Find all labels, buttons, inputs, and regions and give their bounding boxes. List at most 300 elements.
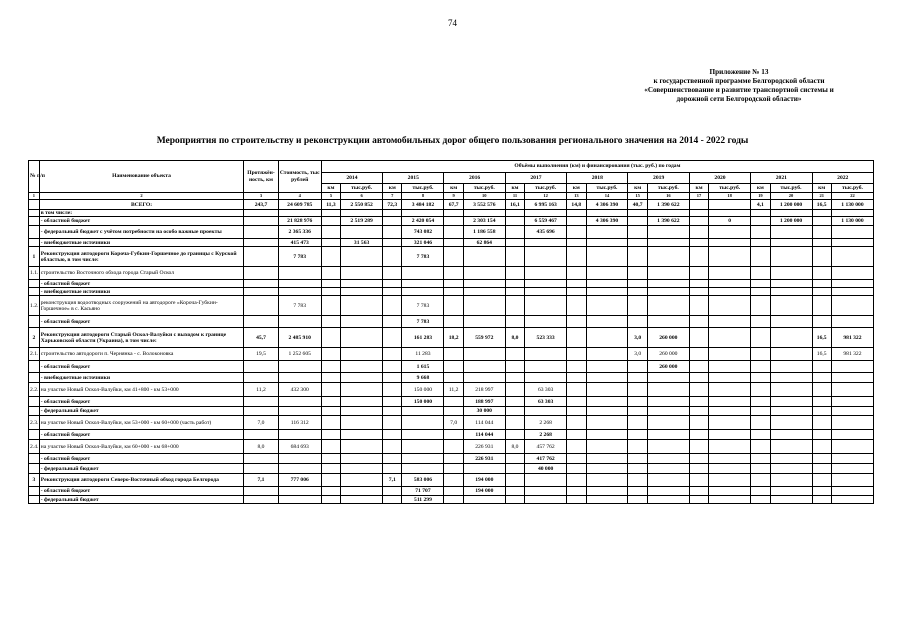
- cell-km: [567, 430, 586, 440]
- cell-km: [444, 361, 463, 373]
- table-row: [29, 348, 874, 361]
- cell-km: [505, 296, 524, 316]
- cell-km: [751, 487, 770, 496]
- cell-km: [689, 474, 708, 487]
- cell-km: [689, 247, 708, 267]
- row-number: [29, 397, 40, 407]
- cell-km: [567, 397, 586, 407]
- row-number: [29, 210, 40, 217]
- cell-km: [505, 416, 524, 430]
- cell-rub: [586, 247, 628, 267]
- row-name: - внебюджетные источники: [39, 373, 244, 383]
- row-length: [244, 487, 278, 496]
- cell-km: [383, 348, 402, 361]
- header-cost: Стоимость, тыс рублей: [278, 161, 321, 193]
- cell-km: [689, 296, 708, 316]
- table-row: [29, 407, 874, 416]
- cell-km: [383, 373, 402, 383]
- cell-rub: [525, 280, 567, 288]
- cell-km: [689, 217, 708, 226]
- cell-km: 7,0: [444, 416, 463, 430]
- row-name: - внебюджетные источники: [39, 239, 244, 247]
- cell-rub: [647, 226, 689, 239]
- cell-rub: [709, 397, 751, 407]
- cell-rub: [709, 487, 751, 496]
- cell-rub: [647, 288, 689, 296]
- cell-rub: [525, 407, 567, 416]
- cell-km: [505, 288, 524, 296]
- cell-rub: [525, 247, 567, 267]
- cell-km: [567, 373, 586, 383]
- cell-rub: [647, 210, 689, 217]
- row-length: 7,0: [244, 416, 278, 430]
- cell-km: [751, 416, 770, 430]
- cell-rub: [647, 454, 689, 464]
- row-cost: [278, 288, 321, 296]
- header-name: Наименование объекта: [39, 161, 244, 193]
- header-unit-rub: тыс.руб.: [647, 184, 689, 193]
- cell-km: [444, 247, 463, 267]
- cell-rub: [525, 348, 567, 361]
- header-unit-km: км: [505, 184, 524, 193]
- row-length: [244, 316, 278, 328]
- row-length: [244, 496, 278, 504]
- table-row: [29, 430, 874, 440]
- cell-rub: [586, 239, 628, 247]
- cell-km: [444, 464, 463, 474]
- row-cost: [278, 316, 321, 328]
- column-index: 16: [647, 193, 689, 200]
- row-number: 2.2.: [29, 383, 40, 397]
- row-name: - областной бюджет: [39, 397, 244, 407]
- cell-km: [383, 267, 402, 280]
- cell-rub: [525, 316, 567, 328]
- table-row: [29, 267, 874, 280]
- column-index: 6: [341, 193, 383, 200]
- cell-rub: [341, 361, 383, 373]
- row-number: [29, 407, 40, 416]
- cell-km: [444, 407, 463, 416]
- cell-rub: 2 268: [525, 430, 567, 440]
- row-name: - областной бюджет: [39, 430, 244, 440]
- cell-km: [689, 280, 708, 288]
- column-index: 15: [628, 193, 647, 200]
- column-index: 3: [244, 193, 278, 200]
- cell-km: [751, 407, 770, 416]
- cell-rub: 559 972: [463, 328, 505, 348]
- cell-rub: [463, 373, 505, 383]
- cell-rub: 0: [709, 217, 751, 226]
- cell-km: [751, 316, 770, 328]
- cell-km: [628, 361, 647, 373]
- row-cost: 7 783: [278, 247, 321, 267]
- cell-km: [689, 316, 708, 328]
- cell-km: 4,1: [751, 200, 770, 210]
- header-unit-km: км: [567, 184, 586, 193]
- cell-rub: 2 268: [525, 416, 567, 430]
- row-length: [244, 226, 278, 239]
- cell-rub: [463, 496, 505, 504]
- cell-rub: 6 559 467: [525, 217, 567, 226]
- row-length: [244, 430, 278, 440]
- cell-rub: [770, 416, 812, 430]
- cell-rub: [402, 454, 444, 464]
- row-number: 1: [29, 247, 40, 267]
- cell-km: [383, 464, 402, 474]
- cell-rub: 63 303: [525, 383, 567, 397]
- row-length: [244, 464, 278, 474]
- cell-km: [444, 454, 463, 464]
- cell-rub: [463, 210, 505, 217]
- row-length: 11,2: [244, 383, 278, 397]
- cell-rub: [341, 464, 383, 474]
- column-index: 22: [831, 193, 873, 200]
- cell-km: [444, 487, 463, 496]
- cell-km: [689, 288, 708, 296]
- cell-rub: [647, 296, 689, 316]
- row-name: - федеральный бюджет: [39, 407, 244, 416]
- cell-rub: [709, 440, 751, 454]
- row-name: Реконструкция автодороги Северо-Восточный обход города Белгорода: [39, 474, 244, 487]
- cell-km: [812, 361, 831, 373]
- cell-rub: 11 283: [402, 348, 444, 361]
- table-row: [29, 496, 874, 504]
- cell-rub: [770, 267, 812, 280]
- column-index: 1: [29, 193, 40, 200]
- cell-rub: [709, 267, 751, 280]
- cell-km: [321, 373, 340, 383]
- cell-rub: [647, 416, 689, 430]
- cell-km: [751, 348, 770, 361]
- cell-km: [751, 440, 770, 454]
- cell-km: [812, 487, 831, 496]
- row-length: [244, 397, 278, 407]
- cell-km: [628, 288, 647, 296]
- row-length: [244, 210, 278, 217]
- cell-km: [567, 226, 586, 239]
- row-cost: [278, 407, 321, 416]
- row-name: ВСЕГО:: [39, 200, 244, 210]
- cell-rub: [831, 247, 873, 267]
- column-index: 8: [402, 193, 444, 200]
- cell-km: [383, 280, 402, 288]
- row-length: 45,7: [244, 328, 278, 348]
- header-year: 2014: [321, 173, 382, 184]
- cell-rub: [341, 280, 383, 288]
- cell-km: [689, 487, 708, 496]
- row-cost: [278, 373, 321, 383]
- cell-km: [689, 348, 708, 361]
- cell-rub: [831, 383, 873, 397]
- cell-rub: 150 000: [402, 397, 444, 407]
- cell-rub: [341, 416, 383, 430]
- cell-rub: 226 931: [463, 454, 505, 464]
- document-title: Мероприятия по строительству и реконструкции автомобильных дорог общего пользования регионального значения на 2014 - 2022 годы: [156, 136, 749, 146]
- column-index: 7: [383, 193, 402, 200]
- cell-km: [383, 316, 402, 328]
- cell-rub: [341, 316, 383, 328]
- cell-rub: [770, 316, 812, 328]
- row-number: 1.2.: [29, 296, 40, 316]
- cell-km: 72,3: [383, 200, 402, 210]
- cell-rub: [709, 247, 751, 267]
- cell-km: [321, 267, 340, 280]
- cell-km: [812, 217, 831, 226]
- cell-km: [321, 348, 340, 361]
- cell-km: [812, 383, 831, 397]
- cell-rub: [341, 454, 383, 464]
- cell-km: 16,5: [812, 200, 831, 210]
- cell-rub: [586, 440, 628, 454]
- cell-km: [628, 280, 647, 288]
- cell-km: [812, 373, 831, 383]
- cell-km: [321, 454, 340, 464]
- table-row: [29, 226, 874, 239]
- cell-rub: [586, 416, 628, 430]
- cell-rub: [525, 487, 567, 496]
- cell-km: [812, 210, 831, 217]
- header-group: Объёмы выполнения (км) и финансирования (тыс. руб.) по годам: [321, 161, 873, 173]
- cell-rub: [770, 247, 812, 267]
- cell-rub: [770, 496, 812, 504]
- cell-km: [321, 316, 340, 328]
- cell-rub: 1 200 000: [770, 217, 812, 226]
- cell-rub: [709, 430, 751, 440]
- cell-km: [383, 217, 402, 226]
- cell-km: [383, 361, 402, 373]
- cell-km: [444, 267, 463, 280]
- cell-rub: [709, 496, 751, 504]
- row-cost: 1 252 605: [278, 348, 321, 361]
- cell-km: [812, 416, 831, 430]
- cell-rub: [709, 361, 751, 373]
- row-number: [29, 361, 40, 373]
- cell-km: [812, 296, 831, 316]
- cell-km: [628, 373, 647, 383]
- cell-km: [383, 454, 402, 464]
- cell-rub: [770, 328, 812, 348]
- cell-km: [567, 496, 586, 504]
- row-name: - областной бюджет: [39, 361, 244, 373]
- column-index: 13: [567, 193, 586, 200]
- header-unit-rub: тыс.руб.: [770, 184, 812, 193]
- cell-km: [444, 474, 463, 487]
- cell-km: [751, 397, 770, 407]
- cell-km: [812, 239, 831, 247]
- cell-rub: [525, 496, 567, 504]
- cell-km: [321, 210, 340, 217]
- cell-rub: [831, 280, 873, 288]
- cell-rub: [770, 361, 812, 373]
- cell-rub: [831, 416, 873, 430]
- cell-rub: 226 931: [463, 440, 505, 454]
- cell-rub: [709, 200, 751, 210]
- header-num: № п/п: [29, 161, 40, 193]
- cell-km: 7,1: [383, 474, 402, 487]
- cell-rub: 6 995 163: [525, 200, 567, 210]
- row-cost: 24 609 785: [278, 200, 321, 210]
- header-year: 2017: [505, 173, 566, 184]
- cell-km: 11,2: [444, 383, 463, 397]
- cell-km: [321, 496, 340, 504]
- cell-km: [505, 247, 524, 267]
- cell-rub: 194 000: [463, 487, 505, 496]
- cell-rub: [402, 430, 444, 440]
- cell-km: [812, 316, 831, 328]
- cell-rub: [463, 464, 505, 474]
- row-length: [244, 454, 278, 464]
- row-number: [29, 464, 40, 474]
- cell-rub: [647, 373, 689, 383]
- cell-rub: [586, 328, 628, 348]
- cell-km: [628, 397, 647, 407]
- header-unit-km: км: [321, 184, 340, 193]
- cell-rub: [709, 373, 751, 383]
- cell-rub: [586, 361, 628, 373]
- cell-rub: 194 000: [463, 474, 505, 487]
- cell-km: [321, 397, 340, 407]
- cell-rub: [341, 430, 383, 440]
- cell-rub: [341, 407, 383, 416]
- cell-km: [383, 296, 402, 316]
- cell-rub: 260 000: [647, 328, 689, 348]
- header-year: 2018: [567, 173, 628, 184]
- cell-rub: 4 306 390: [586, 200, 628, 210]
- cell-km: [505, 361, 524, 373]
- cell-km: [689, 210, 708, 217]
- cell-rub: 2 519 289: [341, 217, 383, 226]
- row-name: строительство Восточного обхода города Старый Оскол: [39, 267, 244, 280]
- cell-rub: [647, 496, 689, 504]
- cell-km: [628, 454, 647, 464]
- cell-km: [751, 239, 770, 247]
- row-length: [244, 247, 278, 267]
- cell-rub: [586, 474, 628, 487]
- cell-km: [812, 397, 831, 407]
- cell-km: [689, 397, 708, 407]
- cell-km: [689, 200, 708, 210]
- cell-km: [628, 407, 647, 416]
- cell-km: [751, 210, 770, 217]
- cell-km: [689, 430, 708, 440]
- cell-km: [689, 496, 708, 504]
- column-index: 4: [278, 193, 321, 200]
- table-row: [29, 239, 874, 247]
- cell-rub: 321 046: [402, 239, 444, 247]
- header-unit-km: км: [812, 184, 831, 193]
- row-number: [29, 316, 40, 328]
- cell-km: [567, 280, 586, 288]
- row-number: [29, 487, 40, 496]
- row-name: - областной бюджет: [39, 316, 244, 328]
- cell-rub: [647, 316, 689, 328]
- header-year: 2015: [383, 173, 444, 184]
- cell-km: [383, 487, 402, 496]
- header-year: 2019: [628, 173, 689, 184]
- cell-rub: [586, 280, 628, 288]
- cell-rub: 31 563: [341, 239, 383, 247]
- cell-km: [567, 407, 586, 416]
- cell-km: [505, 397, 524, 407]
- cell-km: [383, 397, 402, 407]
- cell-rub: [402, 464, 444, 474]
- cell-rub: [647, 440, 689, 454]
- cell-km: 3,0: [628, 348, 647, 361]
- cell-km: [383, 247, 402, 267]
- header-year: 2022: [812, 173, 874, 184]
- cell-km: [444, 210, 463, 217]
- cell-km: [567, 288, 586, 296]
- cell-km: [567, 383, 586, 397]
- cell-rub: [770, 296, 812, 316]
- cell-km: [321, 430, 340, 440]
- cell-km: [383, 288, 402, 296]
- row-name: на участке Новый Оскол-Валуйки, км 53+000 - км 60+000 (часть работ): [39, 416, 244, 430]
- cell-rub: [709, 328, 751, 348]
- cell-rub: [709, 383, 751, 397]
- row-length: [244, 239, 278, 247]
- cell-rub: [402, 210, 444, 217]
- header-year: 2016: [444, 173, 505, 184]
- row-length: [244, 407, 278, 416]
- cell-km: [383, 328, 402, 348]
- cell-km: [689, 454, 708, 464]
- cell-rub: [831, 373, 873, 383]
- cell-rub: [709, 474, 751, 487]
- cell-km: [567, 361, 586, 373]
- header-unit-km: км: [628, 184, 647, 193]
- cell-km: 8,0: [505, 440, 524, 454]
- cell-km: [444, 316, 463, 328]
- cell-km: [689, 226, 708, 239]
- cell-km: [751, 280, 770, 288]
- cell-rub: [709, 226, 751, 239]
- cell-rub: 114 044: [463, 416, 505, 430]
- cell-km: 16,5: [812, 328, 831, 348]
- row-number: 2.1.: [29, 348, 40, 361]
- row-length: [244, 267, 278, 280]
- cell-km: [812, 280, 831, 288]
- cell-km: [567, 217, 586, 226]
- row-number: [29, 280, 40, 288]
- cell-rub: [709, 316, 751, 328]
- cell-rub: 3 552 576: [463, 200, 505, 210]
- cell-km: [321, 474, 340, 487]
- cell-rub: [341, 474, 383, 487]
- cell-rub: [525, 210, 567, 217]
- cell-rub: [831, 440, 873, 454]
- cell-rub: 7 783: [402, 316, 444, 328]
- row-cost: 2 365 336: [278, 226, 321, 239]
- cell-rub: 1 390 622: [647, 217, 689, 226]
- cell-rub: [341, 348, 383, 361]
- row-name: - внебюджетные источники: [39, 288, 244, 296]
- cell-rub: 2 420 054: [402, 217, 444, 226]
- cell-rub: [402, 288, 444, 296]
- cell-km: [505, 210, 524, 217]
- cell-km: [689, 407, 708, 416]
- row-name: Реконструкция автодороги Короча-Губкин-Горшечное до границы с Курской областью, в том числе:: [39, 247, 244, 267]
- cell-rub: [647, 247, 689, 267]
- cell-rub: [770, 397, 812, 407]
- table-row: [29, 373, 874, 383]
- cell-rub: [770, 487, 812, 496]
- cell-rub: [709, 416, 751, 430]
- row-length: [244, 296, 278, 316]
- cell-rub: [831, 316, 873, 328]
- column-index: 9: [444, 193, 463, 200]
- cell-km: [812, 288, 831, 296]
